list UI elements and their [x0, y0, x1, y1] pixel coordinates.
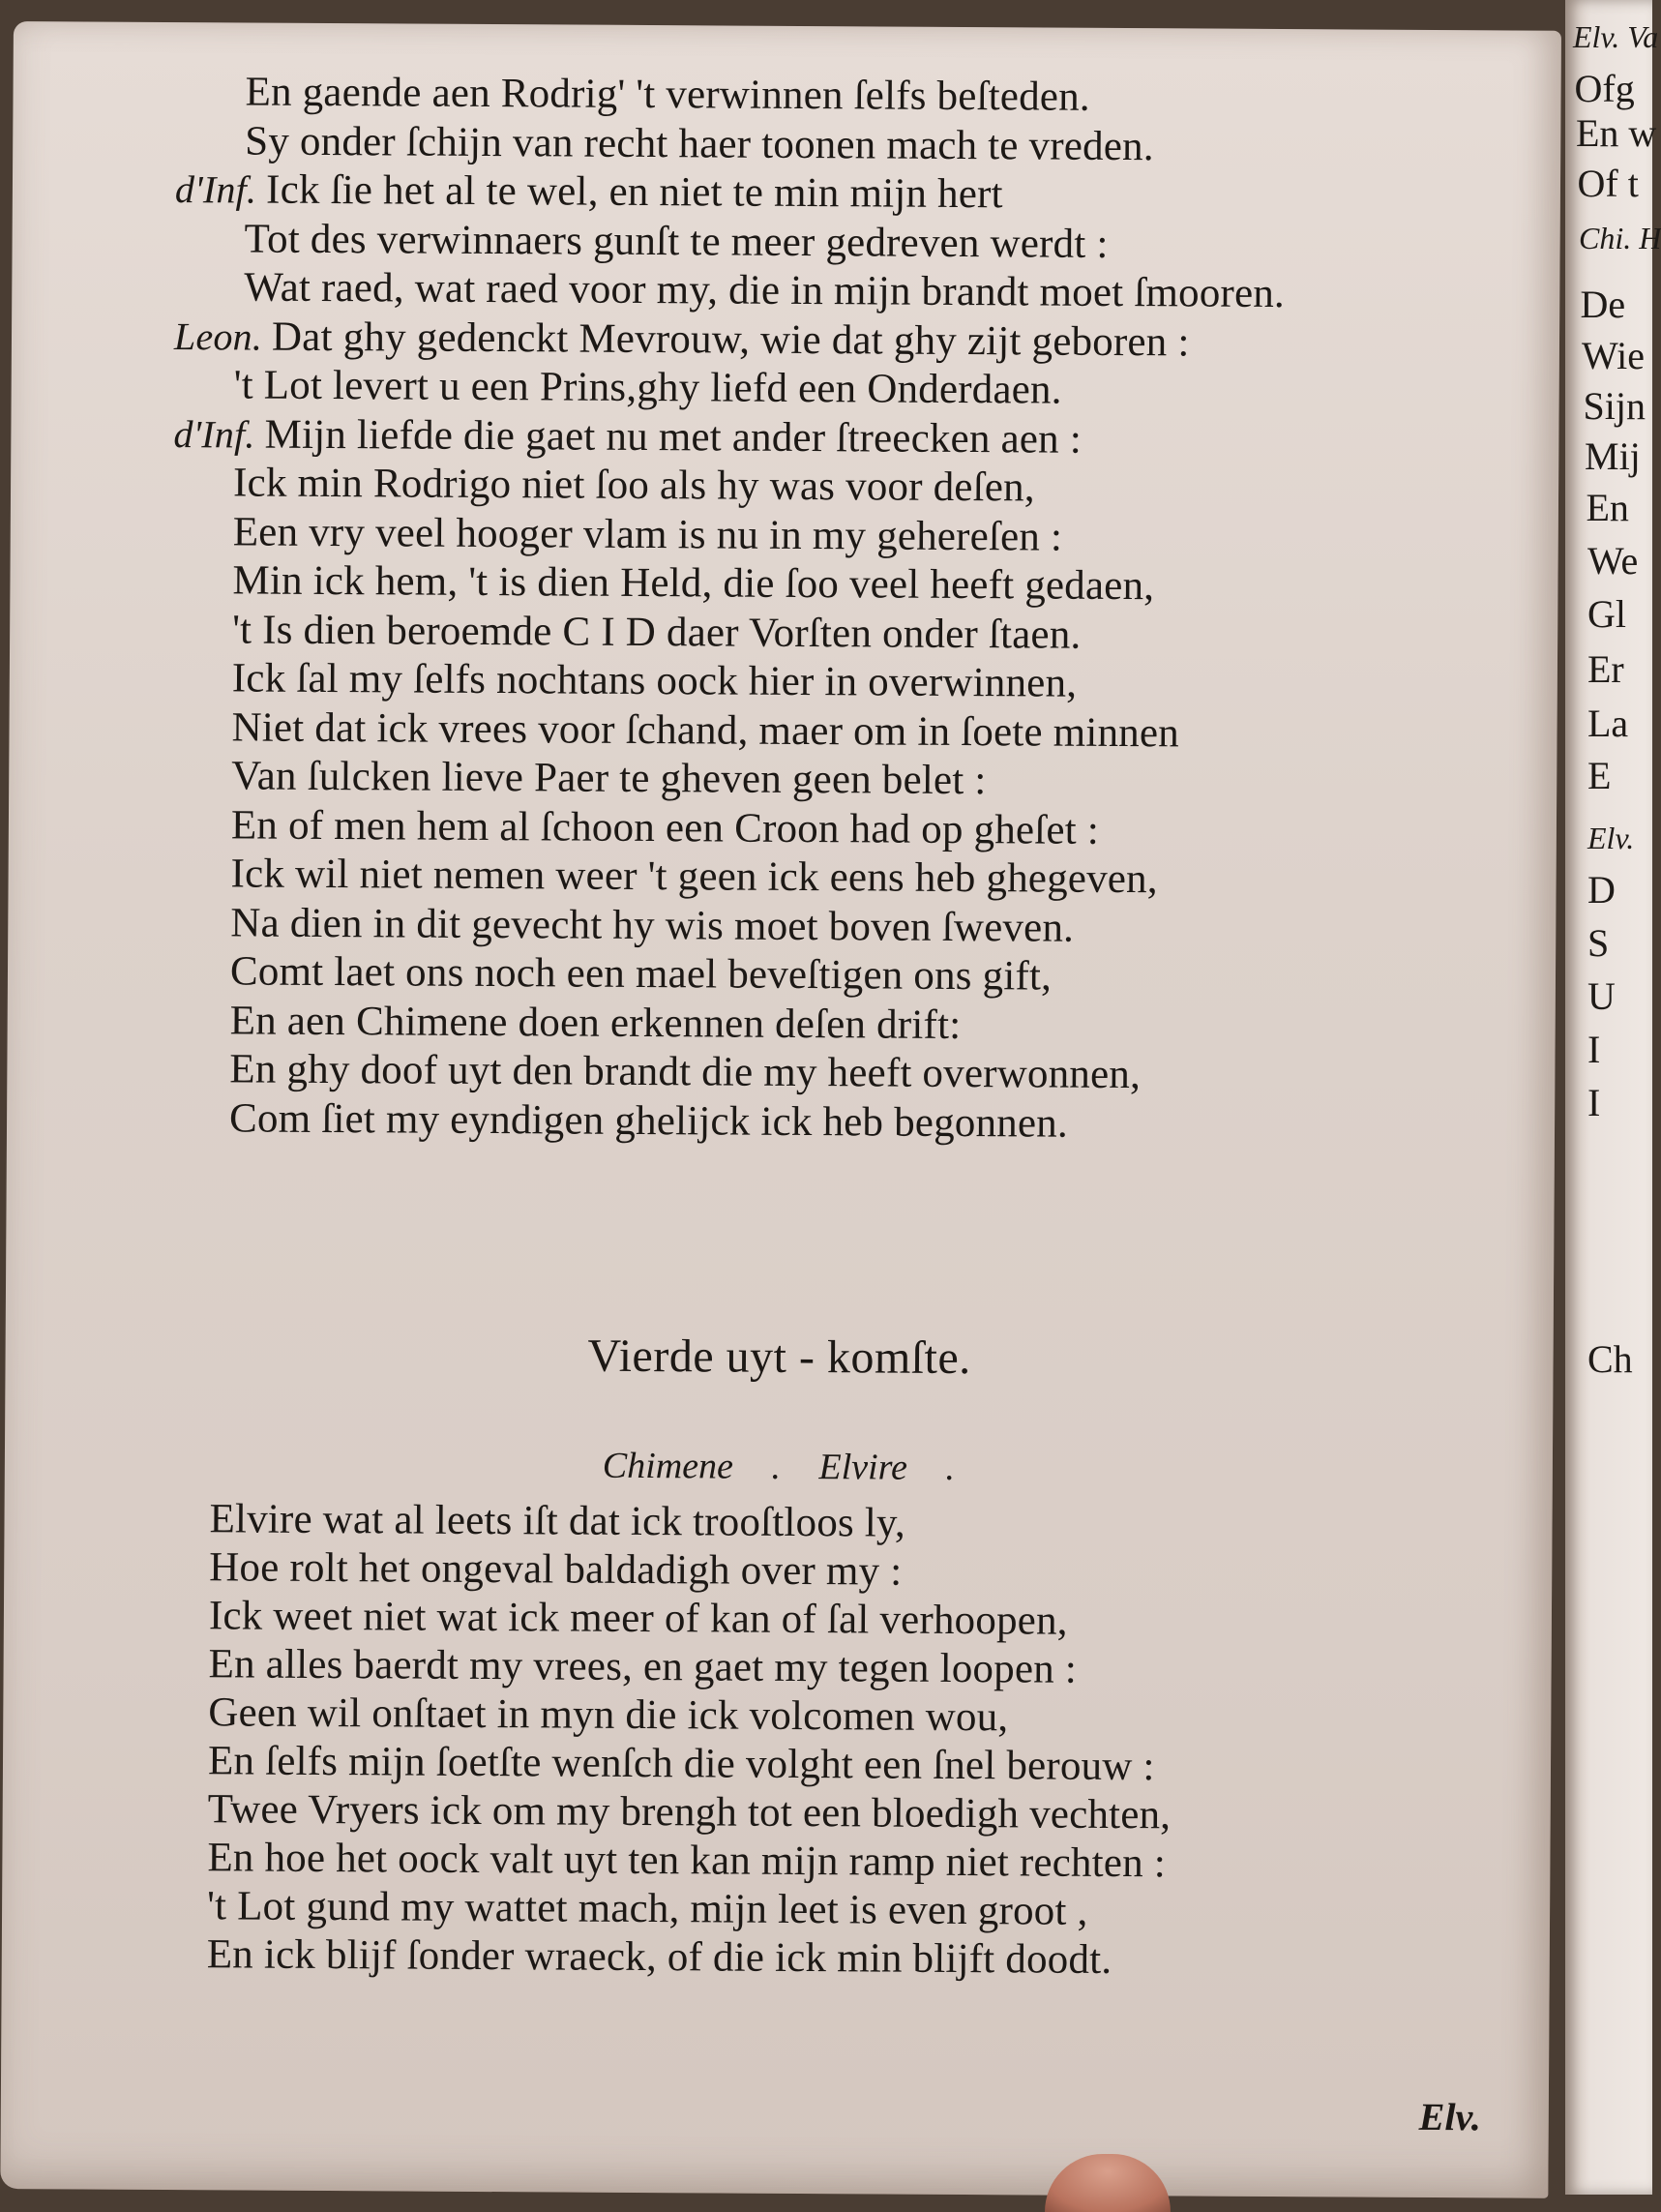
verse-text: 't Is dien beroemde C I D daer Vorſten onder ſtaen.: [232, 606, 1082, 658]
verse-block-bottom: [0, 21, 1561, 2198]
verse-text: En gaende aen Rodrig' 't verwinnen ſelfs beſteden.: [245, 69, 1090, 120]
adjacent-page-fragment: Er: [1587, 647, 1624, 691]
verse-text: Tot des verwinnaers gunſt te meer gedreven werdt :: [244, 215, 1109, 267]
verse-text: Ick wil niet nemen weer 't geen ick eens heb ghegeven,: [230, 851, 1158, 903]
verse-line: En alles baerdt my vrees, en gaet my tegen loopen :: [208, 1641, 1078, 1692]
adjacent-page-fragment: Elv. Va: [1573, 19, 1659, 54]
verse-line: 't Lot gund my wattet mach, mijn leet is even groot ,: [206, 1883, 1088, 1934]
adjacent-page-fragment: U: [1587, 974, 1616, 1018]
adjacent-page-fragment: I: [1587, 1028, 1601, 1071]
adjacent-page-fragment: Ofg: [1574, 67, 1635, 110]
speaker-label: Leon.: [173, 314, 263, 359]
verse-line: En ick blijf ſonder wraeck, of die ick min blijft doodt.: [206, 1931, 1112, 1983]
speaker-label: d'Inf.: [173, 411, 255, 457]
verse-line: Elvire wat al leets iſt dat ick trooſtloos ly,: [209, 1496, 906, 1546]
verse-text: Com ſiet my eyndigen ghelijck ick heb begonnen.: [228, 1094, 1069, 1147]
verse-text: Dat ghy gedenckt Mevrouw, wie dat ghy zijt geboren :: [271, 314, 1190, 365]
adjacent-page-fragment: We: [1587, 539, 1639, 583]
verse-text: Na dien in dit gevecht hy wis moet boven ſweven.: [230, 899, 1075, 951]
adjacent-page: [1565, 0, 1661, 2195]
adjacent-page-fragment: Gl: [1587, 592, 1626, 636]
book-page: [0, 21, 1561, 2198]
verse-text: Ick ſal my ſelfs nochtans oock hier in overwinnen,: [231, 655, 1078, 706]
adjacent-page-fragment: En w: [1576, 111, 1657, 155]
adjacent-page-fragment: Ch: [1587, 1337, 1633, 1381]
adjacent-page-fragment: En: [1586, 486, 1629, 529]
verse-text: Een vry veel hooger vlam is nu in my gehereſen :: [232, 508, 1063, 560]
verse-text: Ick min Rodrigo niet ſoo als hy was voor deſen,: [232, 460, 1035, 511]
verse-line: Geen wil onſtaet in myn die ick volcomen wou,: [208, 1689, 1009, 1741]
catchword: Elv.: [1418, 2094, 1481, 2139]
cast-list: Chimene . Elvire .: [602, 1445, 956, 1488]
adjacent-page-fragment: I: [1587, 1081, 1601, 1124]
verse-line: Hoe rolt het ongeval baldadigh over my :: [209, 1544, 903, 1595]
adjacent-page-fragment: Wie: [1582, 334, 1646, 377]
adjacent-page-fragment: Elv.: [1587, 821, 1635, 855]
adjacent-page-fragment: Chi. H: [1579, 221, 1661, 255]
verse-text: Niet dat ick vrees voor ſchand, maer om in ſoete minnen: [231, 703, 1180, 756]
verse-text: Comt laet ons noch een mael beveſtigen ons gift,: [229, 948, 1053, 1000]
adjacent-page-fragment: E: [1587, 754, 1612, 797]
adjacent-page-fragment: D: [1587, 868, 1616, 912]
verse-line: En hoe het oock valt uyt ten kan mijn ramp niet rechten :: [207, 1835, 1167, 1887]
scene-heading: Vierde uyt - komſte.: [587, 1330, 971, 1385]
speaker-label: d'Inf.: [174, 167, 257, 212]
verse-text: Wat raed, wat raed voor my, die in mijn brandt moet ſmooren.: [244, 264, 1286, 317]
verse-text: Mijn liefde die gaet nu met ander ſtreecken aen :: [264, 411, 1083, 463]
adjacent-page-fragment: Sijn: [1583, 384, 1646, 428]
verse-text: En aen Chimene doen erkennen deſen drift:: [229, 997, 962, 1048]
verse-line: Ick weet niet wat ick meer of kan of ſal verhoopen,: [208, 1593, 1068, 1644]
adjacent-page-fragment: De: [1580, 283, 1626, 326]
adjacent-page-fragment: La: [1587, 702, 1629, 745]
verse-text: Min ick hem, 't is dien Held, die ſoo veel heeft gedaen,: [232, 557, 1155, 610]
verse-text: Van ſulcken lieve Paer te gheven geen belet :: [231, 753, 987, 804]
adjacent-page-fragment: Of t: [1577, 162, 1639, 205]
verse-text: 't Lot levert u een Prins,ghy liefd een Onderdaen.: [233, 362, 1062, 413]
verse-text: En ghy doof uyt den brandt die my heeft overwonnen,: [229, 1046, 1142, 1098]
adjacent-page-fragment: S: [1587, 921, 1610, 965]
verse-text: Sy onder ſchijn van recht haer toonen mach te vreden.: [245, 117, 1154, 169]
verse-line: En ſelfs mijn ſoetſte wenſch die volght een ſnel berouw :: [207, 1738, 1155, 1790]
verse-line: Twee Vryers ick om my brengh tot een bloedigh vechten,: [207, 1786, 1172, 1838]
verse-text: En of men hem al ſchoon een Croon had op gheſet :: [230, 801, 1100, 853]
verse-text: Ick ſie het al te wel, en niet te min mijn hert: [266, 166, 1003, 218]
adjacent-page-fragment: Mij: [1585, 434, 1641, 478]
